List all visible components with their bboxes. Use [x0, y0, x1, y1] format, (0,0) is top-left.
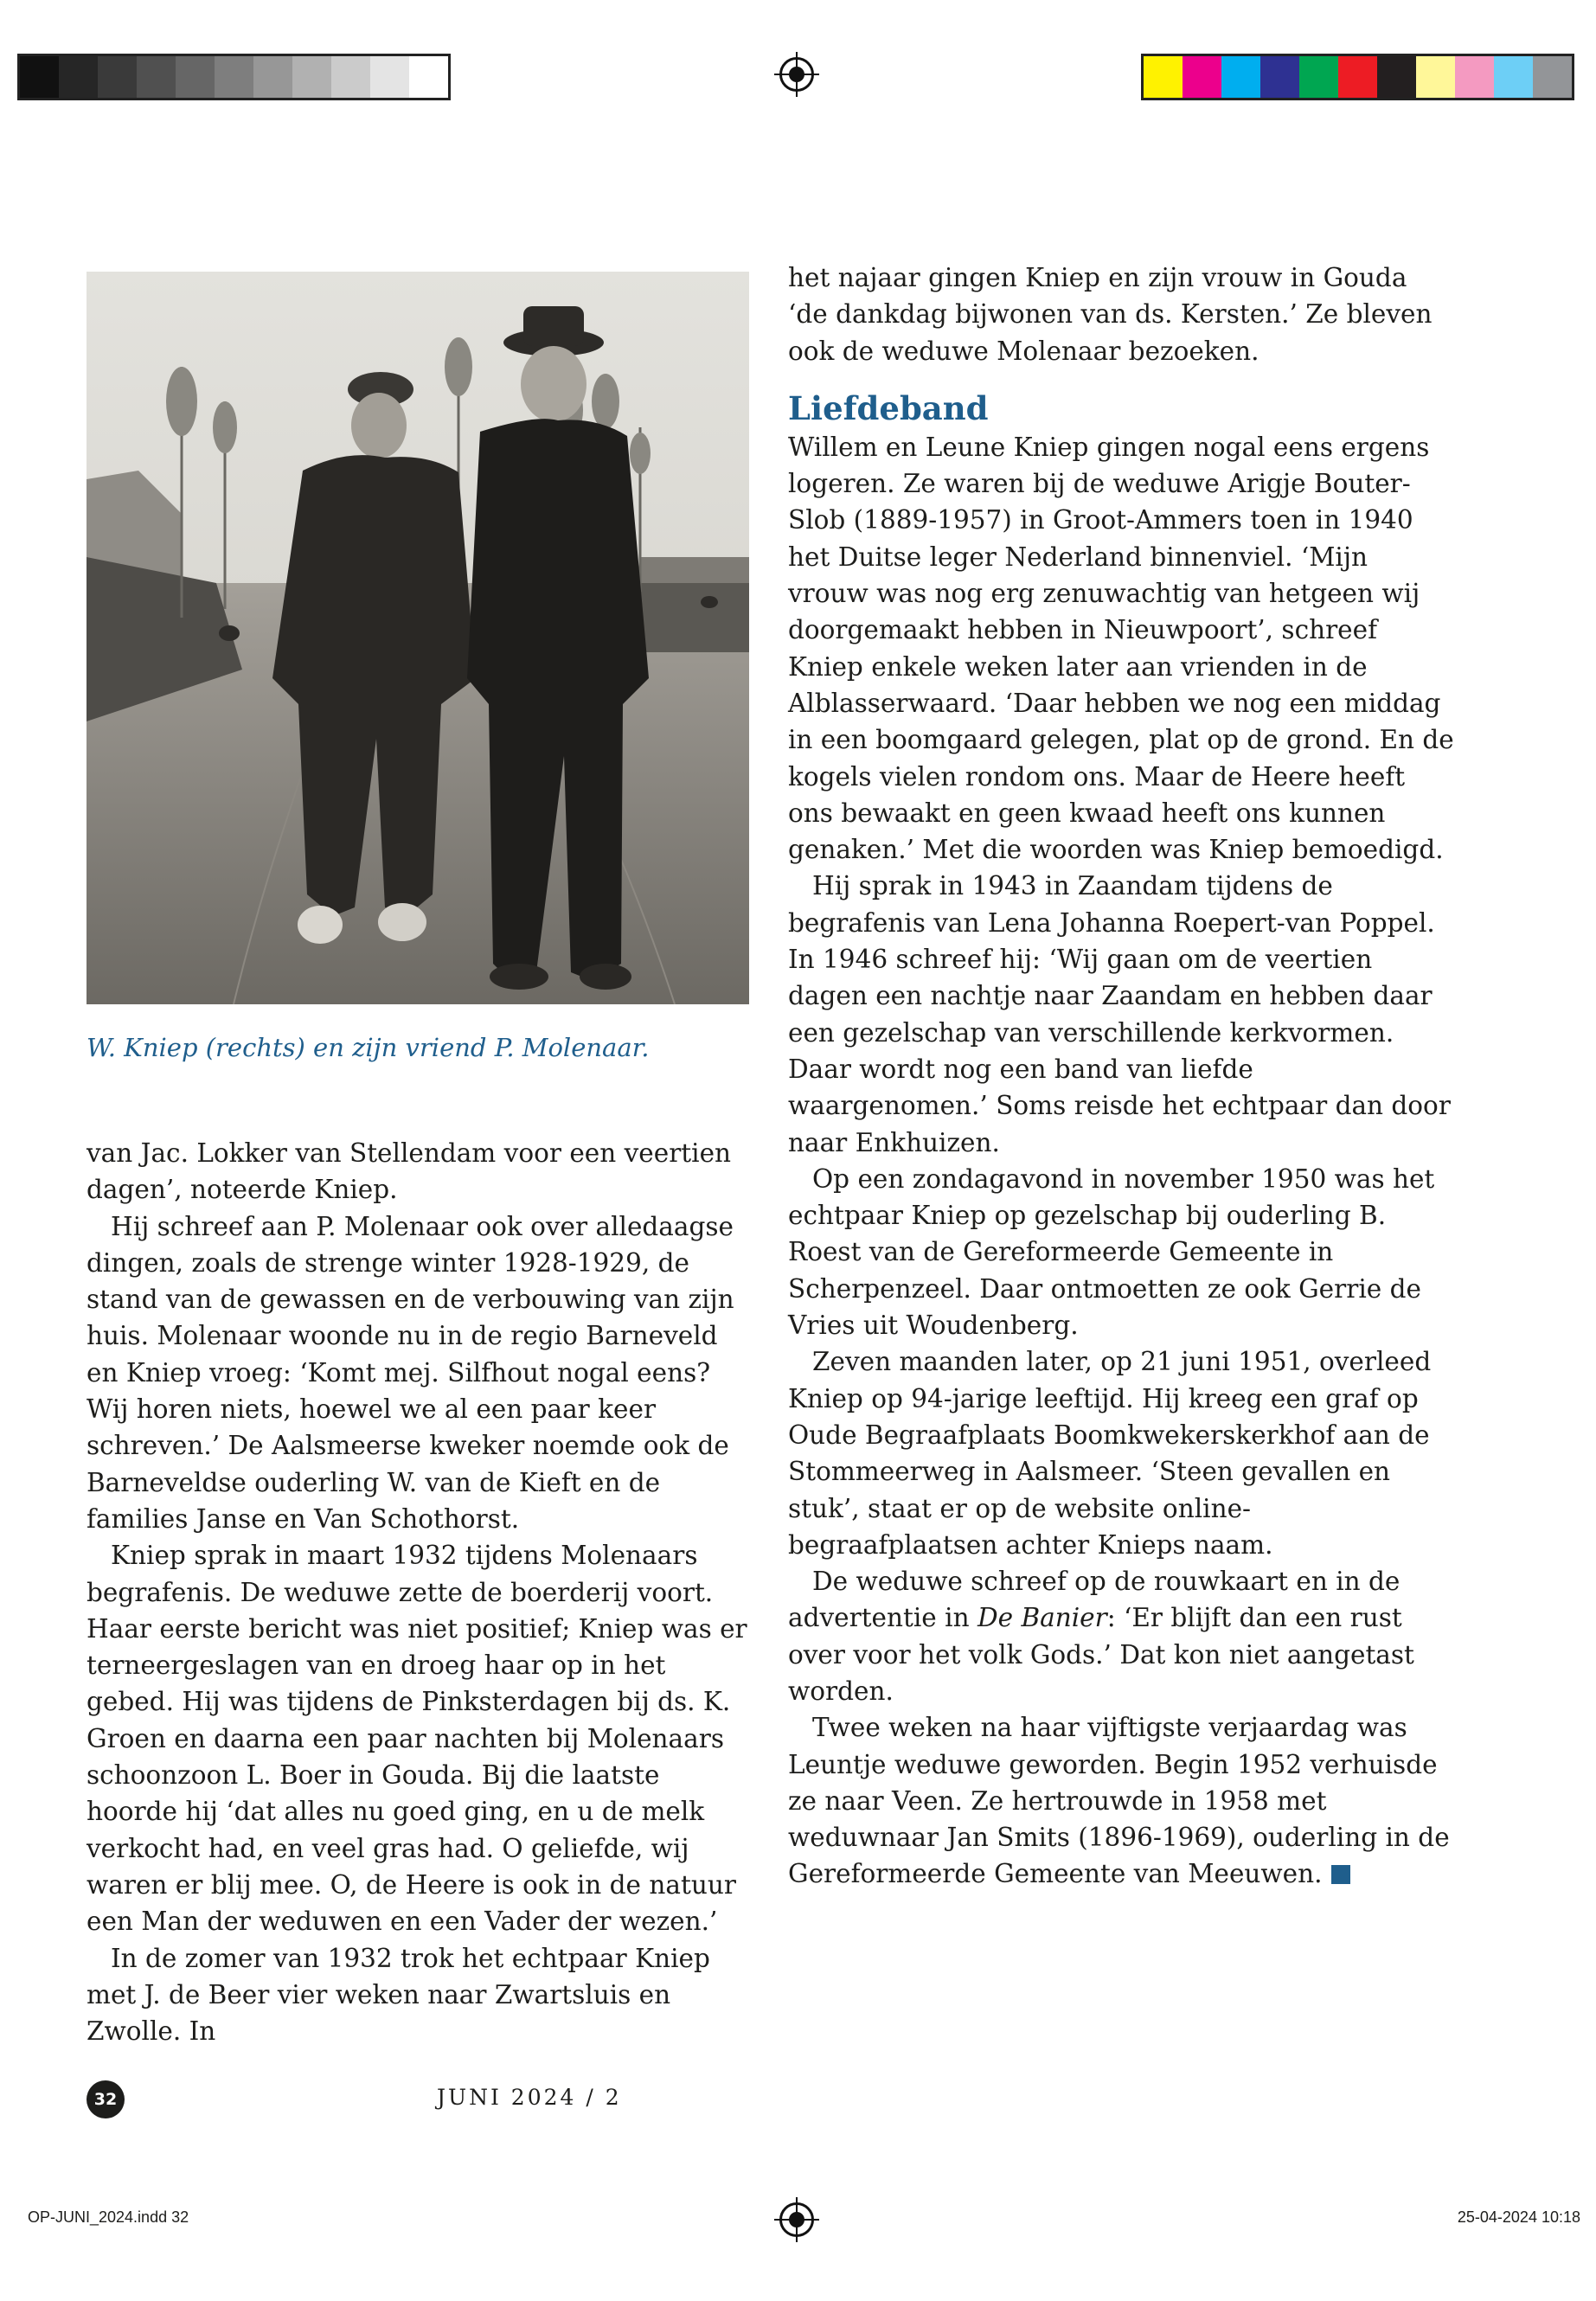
left-text-column	[87, 1135, 749, 2049]
paragraph: Hij sprak in 1943 in Zaandam tijdens de begrafenis van Lena Johanna Roepert-van Poppel. In 1946 schreef hij: ‘Wij gaan om de veertien dagen een nachtje naar Zaandam en hebben daar een gezelschap van verschillende kerkvormen. Daar wordt nog een band van liefde waargenomen.’ Soms reisde het echtpaar dan door naar Enkhuizen.	[788, 871, 1451, 1157]
paragraph: Willem en Leune Kniep gingen nogal eens ergens logeren. Ze waren bij de weduwe Arigje Bouter-Slob (1889-1957) in Groot-Ammers toen in 1940 het Duitse leger Nederland binnenviel. ‘Mijn vrouw was nog erg zenuwachtig van hetgeen wij doorgemaakt hebben in Nieuwpoort’, schreef Kniep enkele weken later aan vrienden in de Alblasserwaard. ‘Daar hebben we nog een middag in een boomgaard gelegen, plat op de grond. En de kogels vielen rondom ons. Maar de Heere heeft ons bewaakt en geen kwaad heeft ons kunnen genaken.’ Met die woorden was Kniep bemoedigd.	[788, 432, 1454, 865]
print-slug-timestamp: 25-04-2024 10:18	[1457, 2208, 1580, 2226]
color-swatch	[1260, 56, 1299, 98]
registration-mark-icon	[779, 2202, 814, 2237]
paragraph: Hij schreef aan P. Molenaar ook over alledaagse dingen, zoals de strenge winter 1928-1929, de stand van de gewassen en de verbouwing van zijn huis. Molenaar woonde nu in de regio Barneveld en Kniep vroeg: ‘Komt mej. Silfhout nogal eens? Wij horen niets, hoewel we al een paar keer schreven.’ De Aalsmeerse kweker noemde ook de Barneveldse ouderling W. van de Kieft en de families Janse en Van Schothorst.	[87, 1211, 734, 1534]
text-run: De weduwe schreef op de rouwkaart en in de advertentie in	[788, 1567, 1401, 1633]
historic-photo	[87, 272, 749, 1004]
gray-swatch	[176, 56, 215, 98]
color-swatch	[1377, 56, 1416, 98]
color-swatch	[1533, 56, 1572, 98]
gray-swatch	[253, 56, 292, 98]
paragraph: Zeven maanden later, op 21 juni 1951, overleed Kniep op 94-jarige leeftijd. Hij kreeg een graf op Oude Begraafplaats Boomkwekerskerkhof aan de Stommeerweg in Aalsmeer. ‘Steen gevallen en stuk’, staat er op de website online-begraafplaatsen achter Knieps naam.	[788, 1347, 1432, 1560]
publication-title: De Banier	[977, 1603, 1107, 1633]
end-of-article-square-icon	[1331, 1865, 1350, 1884]
gray-swatch	[20, 56, 59, 98]
gray-swatch	[137, 56, 176, 98]
vintage-photo-two-men-icon	[87, 272, 749, 1004]
photo-caption: W. Kniep (rechts) en zijn vriend P. Molenaar.	[87, 1033, 650, 1062]
paragraph: Kniep sprak in maart 1932 tijdens Molenaars begrafenis. De weduwe zette de boerderij voort. Haar eerste bericht was niet positief; Kniep was er terneergeslagen van en droeg haar op in het gebed. Hij was tijdens de Pinksterdagen bij ds. K. Groen en daarna een paar nachten bij Molenaars schoonzoon L. Boer in Gouda. Bij die laatste hoorde hij ‘dat alles nu goed ging, en u de melk verkocht had, en veel gras had. O geliefde, wij waren er blij mee. O, de Heere is ook in de natuur een Man der weduwen en een Vader der wezen.’	[87, 1541, 747, 1937]
gray-swatch	[331, 56, 370, 98]
color-swatch	[1455, 56, 1494, 98]
gray-swatch	[292, 56, 331, 98]
color-swatch	[1221, 56, 1260, 98]
gray-swatch	[370, 56, 409, 98]
color-swatch	[1144, 56, 1183, 98]
color-calibration-bar	[1141, 54, 1574, 100]
gray-swatch	[215, 56, 253, 98]
registration-mark-icon	[779, 57, 814, 92]
paragraph: van Jac. Lokker van Stellendam voor een veertien dagen’, noteerde Kniep.	[87, 1138, 732, 1205]
paragraph: het najaar gingen Kniep en zijn vrouw in Gouda ‘de dankdag bijwonen van ds. Kersten.’ Ze bleven ook de weduwe Molenaar bezoeken.	[788, 263, 1433, 366]
paragraph	[788, 1563, 1454, 1709]
gray-swatch	[98, 56, 137, 98]
gray-swatch	[59, 56, 98, 98]
color-swatch	[1494, 56, 1533, 98]
color-swatch	[1338, 56, 1377, 98]
issue-label: JUNI 2024 / 2	[437, 2085, 622, 2110]
paragraph: In de zomer van 1932 trok het echtpaar Kniep met J. de Beer vier weken naar Zwartsluis en Zwolle. In	[87, 1943, 710, 2047]
page-number-badge: 32	[87, 2080, 125, 2118]
color-swatch	[1183, 56, 1221, 98]
paragraph: Op een zondagavond in november 1950 was het echtpaar Kniep op gezelschap bij ouderling B. Roest van de Gereformeerde Gemeente in Scherpenzeel. Daar ontmoetten ze ook Gerrie de Vries uit Woudenberg.	[788, 1163, 1435, 1341]
right-text-column	[788, 260, 1454, 1893]
gray-swatch	[409, 56, 448, 98]
color-swatch	[1299, 56, 1338, 98]
grayscale-calibration-bar	[17, 54, 451, 100]
paragraph	[788, 1709, 1454, 1892]
print-slug-filename: OP-JUNI_2024.indd 32	[28, 2208, 189, 2226]
color-swatch	[1416, 56, 1455, 98]
text-run: Twee weken na haar vijftigste verjaardag was Leuntje weduwe geworden. Begin 1952 verhuisde ze naar Veen. Ze hertrouwde in 1958 met weduwnaar Jan Smits (1896-1969), ouderling in de Gereformeerde Gemeente van Meeuwen.	[788, 1713, 1450, 1889]
text-run: : ‘Er blijft dan een rust over voor het volk Gods.’ Dat kon niet aangetast worden.	[788, 1603, 1414, 1706]
section-heading: Liefdeband	[788, 388, 989, 427]
